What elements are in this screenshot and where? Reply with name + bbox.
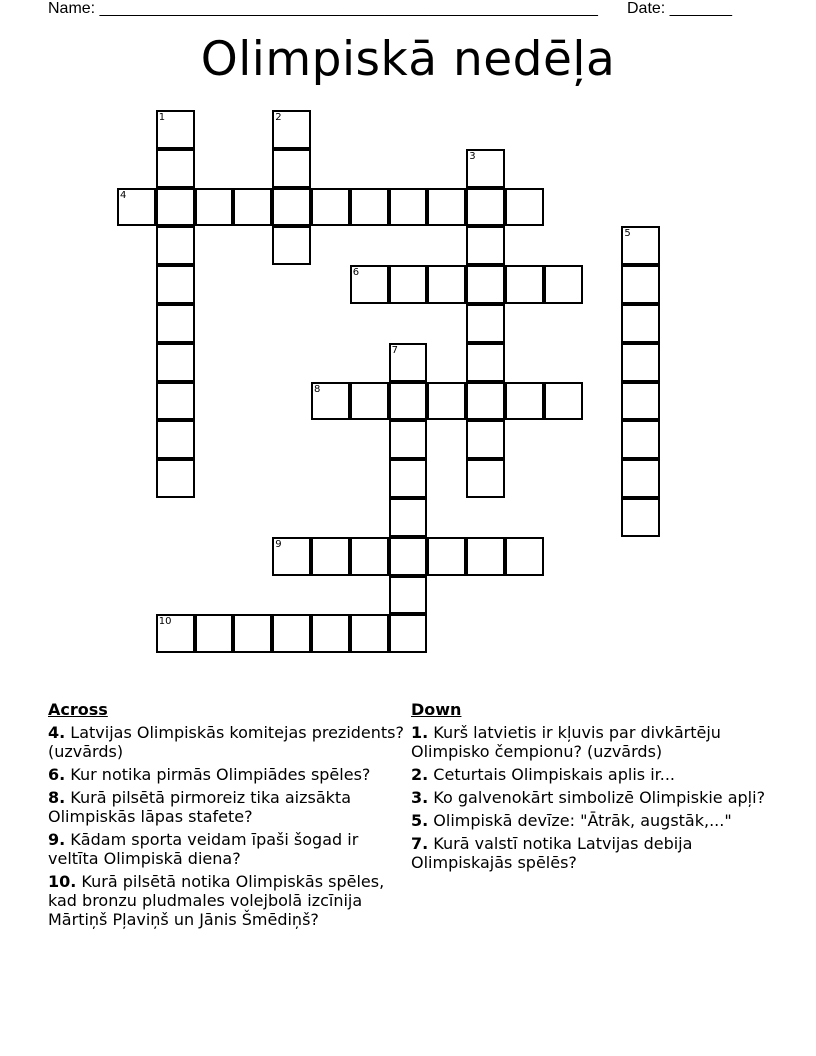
cell-number: 6 xyxy=(352,267,360,279)
crossword-cell[interactable] xyxy=(156,188,195,227)
crossword-cell[interactable] xyxy=(389,576,428,615)
clue-across-6 xyxy=(48,765,404,784)
clue-number: 3. xyxy=(411,788,429,807)
clue-down-5 xyxy=(411,811,767,830)
clue-text: Olimpiskā devīze: "Ātrāk, augstāk,..." xyxy=(428,811,732,830)
crossword-cell[interactable] xyxy=(466,304,505,343)
crossword-cell[interactable] xyxy=(621,382,660,421)
clue-across-10 xyxy=(48,872,404,929)
clue-down-3 xyxy=(411,788,767,807)
clue-across-9 xyxy=(48,830,404,868)
crossword-cell[interactable] xyxy=(311,537,350,576)
crossword-cell[interactable] xyxy=(156,420,195,459)
crossword-cell[interactable] xyxy=(621,226,660,265)
clue-number: 10. xyxy=(48,872,77,891)
cell-number: 10 xyxy=(158,616,172,628)
crossword-cell[interactable] xyxy=(156,382,195,421)
crossword-cell[interactable] xyxy=(156,614,195,653)
crossword-cell[interactable] xyxy=(621,265,660,304)
name-line: Name: ________________________________________________________ xyxy=(48,0,598,17)
clue-across-8 xyxy=(48,788,404,826)
crossword-cell[interactable] xyxy=(389,382,428,421)
crossword-cell[interactable] xyxy=(505,188,544,227)
across-clues xyxy=(48,700,404,933)
crossword-cell[interactable] xyxy=(156,226,195,265)
crossword-cell[interactable] xyxy=(621,343,660,382)
crossword-cell[interactable] xyxy=(156,265,195,304)
crossword-cell[interactable] xyxy=(156,110,195,149)
crossword-cell[interactable] xyxy=(621,498,660,537)
crossword-cell[interactable] xyxy=(466,459,505,498)
clue-number: 4. xyxy=(48,723,66,742)
crossword-cell[interactable] xyxy=(389,265,428,304)
crossword-cell[interactable] xyxy=(117,188,156,227)
crossword-cell[interactable] xyxy=(389,459,428,498)
clue-number: 5. xyxy=(411,811,429,830)
cell-number: 4 xyxy=(120,189,127,201)
crossword-cell[interactable] xyxy=(427,382,466,421)
date-line: Date: _______ xyxy=(627,0,732,17)
clue-number: 6. xyxy=(48,765,66,784)
down-heading: Down xyxy=(411,700,462,719)
crossword-cell[interactable] xyxy=(156,149,195,188)
crossword-cell[interactable] xyxy=(389,420,428,459)
clue-down-1 xyxy=(411,723,767,761)
crossword-cell[interactable] xyxy=(466,149,505,188)
clue-number: 1. xyxy=(411,723,429,742)
clue-number: 9. xyxy=(48,830,66,849)
clue-text: Latvijas Olimpiskās komitejas prezidents? (uzvārds) xyxy=(48,723,404,761)
crossword-cell[interactable] xyxy=(272,110,311,149)
crossword-cell[interactable] xyxy=(466,420,505,459)
crossword-cell[interactable] xyxy=(195,188,234,227)
crossword-cell[interactable] xyxy=(389,343,428,382)
crossword-cell[interactable] xyxy=(621,459,660,498)
crossword-cell[interactable] xyxy=(466,265,505,304)
crossword-cell[interactable] xyxy=(272,614,311,653)
cell-number: 8 xyxy=(314,383,321,395)
crossword-cell[interactable] xyxy=(505,382,544,421)
crossword-cell[interactable] xyxy=(350,265,389,304)
down-clues xyxy=(411,700,767,876)
cell-number: 1 xyxy=(158,112,166,123)
crossword-cell[interactable] xyxy=(350,537,389,576)
crossword-cell[interactable] xyxy=(389,498,428,537)
crossword-cell[interactable] xyxy=(427,188,466,227)
page-title: Olimpiskā nedēļa xyxy=(200,32,616,87)
crossword-cell[interactable] xyxy=(544,265,583,304)
across-heading: Across xyxy=(48,700,108,719)
crossword-cell[interactable] xyxy=(389,614,428,653)
clue-text: Kādam sporta veidam īpaši šogad ir veltīta Olimpiskā diena? xyxy=(48,830,359,868)
crossword-cell[interactable] xyxy=(233,188,272,227)
crossword-cell[interactable] xyxy=(156,343,195,382)
crossword-cell[interactable] xyxy=(466,382,505,421)
crossword-cell[interactable] xyxy=(621,304,660,343)
crossword-cell[interactable] xyxy=(350,188,389,227)
clue-text: Kurā pilsētā pirmoreiz tika aizsākta Olimpiskās lāpas stafete? xyxy=(48,788,351,826)
clue-number: 2. xyxy=(411,765,429,784)
crossword-cell[interactable] xyxy=(466,537,505,576)
clue-text: Ko galvenokārt simbolizē Olimpiskie apļi? xyxy=(428,788,766,807)
cell-number: 5 xyxy=(624,228,631,240)
clue-text: Kurš latvietis ir kļuvis par divkārtēju Olimpisko čempionu? (uzvārds) xyxy=(411,723,721,761)
crossword-cell[interactable] xyxy=(466,226,505,265)
cell-number: 9 xyxy=(275,538,282,550)
cell-number: 2 xyxy=(275,112,282,123)
crossword-cell[interactable] xyxy=(427,265,466,304)
crossword-cell[interactable] xyxy=(350,614,389,653)
crossword-cell[interactable] xyxy=(311,188,350,227)
clue-text: Ceturtais Olimpiskais aplis ir... xyxy=(428,765,676,784)
clue-text: Kurā pilsētā notika Olimpiskās spēles, kad bronzu pludmales volejbolā izcīnija Mārtiņš Pļaviņš un Jānis Šmēdiņš? xyxy=(48,872,385,929)
crossword-cell[interactable] xyxy=(350,382,389,421)
crossword-cell[interactable] xyxy=(195,614,234,653)
crossword-cell[interactable] xyxy=(389,537,428,576)
clue-down-7 xyxy=(411,834,767,872)
crossword-cell[interactable] xyxy=(505,537,544,576)
crossword-cell[interactable] xyxy=(233,614,272,653)
crossword-cell[interactable] xyxy=(389,188,428,227)
crossword-cell[interactable] xyxy=(272,537,311,576)
crossword-cell[interactable] xyxy=(272,149,311,188)
crossword-cell[interactable] xyxy=(156,304,195,343)
cell-number: 3 xyxy=(469,150,476,162)
crossword-cell[interactable] xyxy=(156,459,195,498)
crossword-cell[interactable] xyxy=(621,420,660,459)
clue-number: 8. xyxy=(48,788,66,807)
crossword-cell[interactable] xyxy=(272,188,311,227)
crossword-cell[interactable] xyxy=(427,537,466,576)
clue-number: 7. xyxy=(411,834,429,853)
crossword-cell[interactable] xyxy=(544,382,583,421)
clue-down-2 xyxy=(411,765,767,784)
clue-text: Kurā valstī notika Latvijas debija Olimpiskajās spēlēs? xyxy=(411,834,693,872)
clue-text: Kur notika pirmās Olimpiādes spēles? xyxy=(65,765,371,784)
cell-number: 7 xyxy=(391,344,398,356)
clue-across-4 xyxy=(48,723,404,761)
crossword-cell[interactable] xyxy=(466,343,505,382)
crossword-cell[interactable] xyxy=(505,265,544,304)
crossword-cell[interactable] xyxy=(272,226,311,265)
crossword-cell[interactable] xyxy=(311,382,350,421)
crossword-cell[interactable] xyxy=(466,188,505,227)
crossword-cell[interactable] xyxy=(311,614,350,653)
